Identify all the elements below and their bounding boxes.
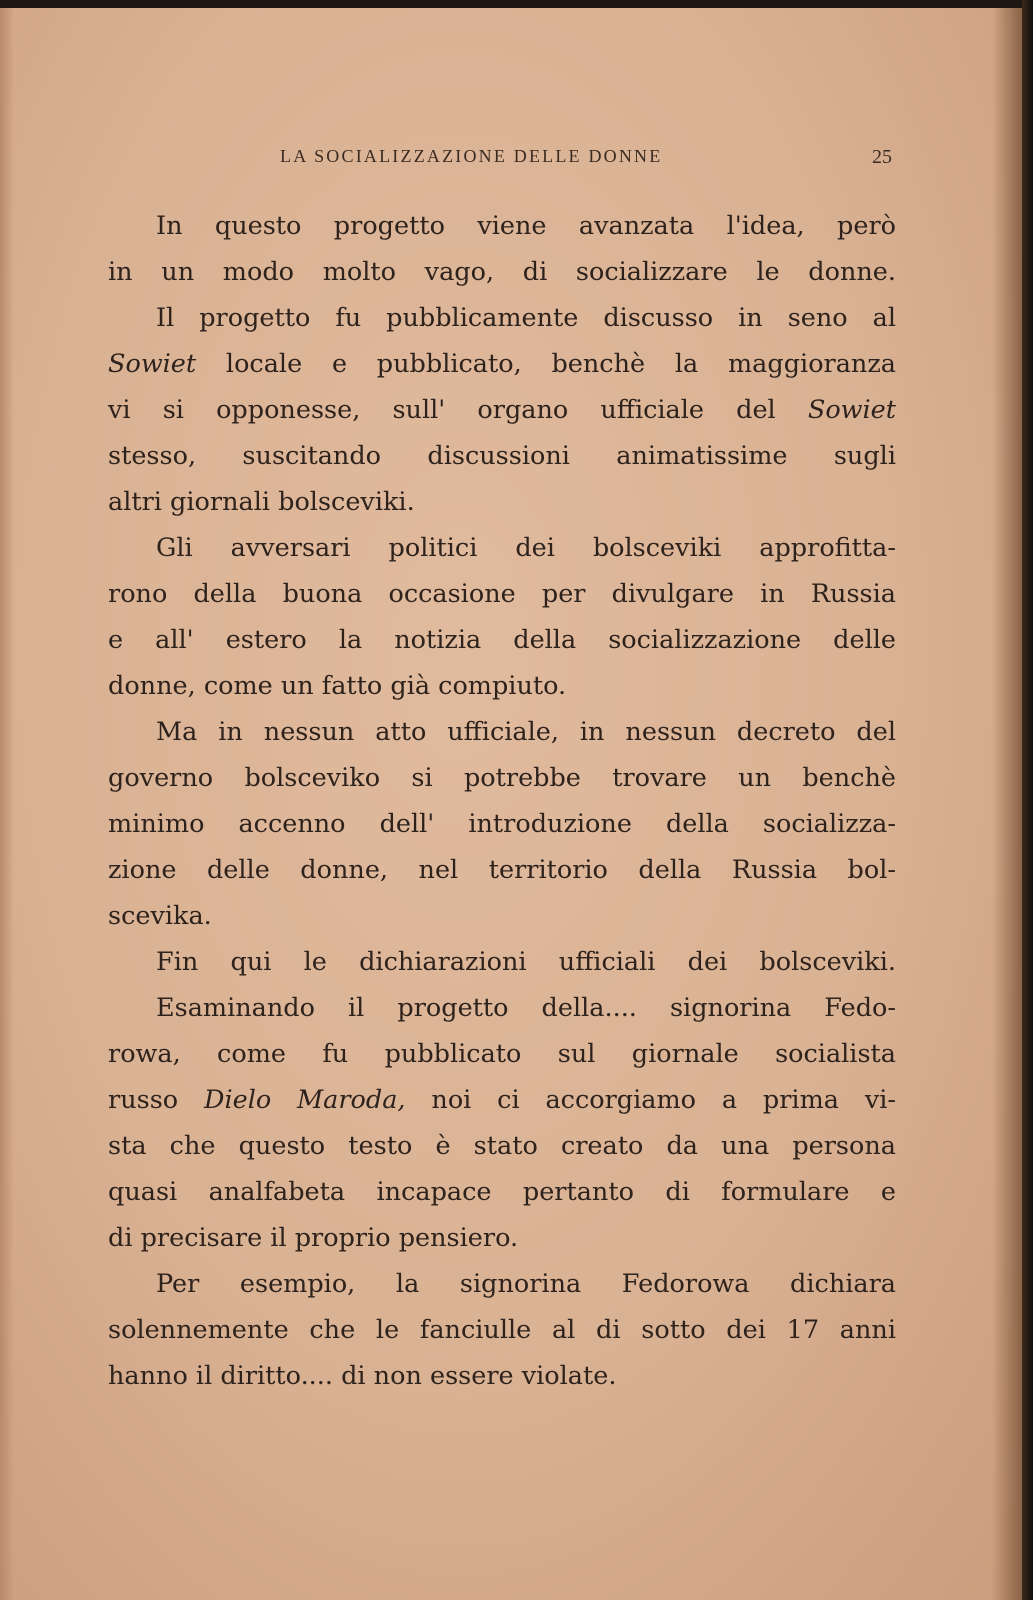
italic-term: Dielo Maroda,	[204, 1085, 406, 1115]
text-line: zione delle donne, nel territorio della Russia bol-	[108, 855, 896, 885]
text-line: minimo accenno dell' introduzione della socializza-	[108, 809, 896, 839]
text-line: altri giornali bolsceviki.	[108, 487, 415, 517]
page-left-shadow	[0, 8, 14, 1600]
book-gutter	[1022, 0, 1033, 1600]
text-line: Il progetto fu pubblicamente discusso in seno al	[156, 303, 896, 333]
text-line: vi si opponesse, sull' organo ufficiale del Sowiet	[108, 395, 896, 425]
text-line: stesso, suscitando discussioni animatissime sugli	[108, 441, 896, 471]
page-number: 25	[872, 146, 892, 168]
text-line: rono della buona occasione per divulgare in Russia	[108, 579, 896, 609]
text-line: Esaminando il progetto della.... signorina Fedo-	[156, 993, 896, 1023]
text-line: sta che questo testo è stato creato da una persona	[108, 1131, 896, 1161]
text-line: Per esempio, la signorina Fedorowa dichiara	[156, 1269, 896, 1299]
text-line: Sowiet locale e pubblicato, benchè la maggioranza	[108, 349, 896, 379]
text-line: Ma in nessun atto ufficiale, in nessun decreto del	[156, 717, 896, 747]
text-line: scevika.	[108, 901, 212, 931]
text-line: rowa, come fu pubblicato sul giornale socialista	[108, 1039, 896, 1069]
text-line: Fin qui le dichiarazioni ufficiali dei bolsceviki.	[156, 947, 896, 977]
book-page	[0, 8, 1022, 1600]
text-line: solennemente che le fanciulle al di sotto dei 17 anni	[108, 1315, 896, 1345]
text-line: russo Dielo Maroda, noi ci accorgiamo a prima vi-	[108, 1085, 896, 1115]
text-line: hanno il diritto.... di non essere violate.	[108, 1361, 617, 1391]
italic-term: Sowiet	[108, 349, 197, 379]
text-line: di precisare il proprio pensiero.	[108, 1223, 519, 1253]
running-title: LA SOCIALIZZAZIONE DELLE DONNE	[280, 146, 663, 166]
text-line: Gli avversari politici dei bolsceviki approfitta-	[156, 533, 896, 563]
text-line: donne, come un fatto già compiuto.	[108, 671, 567, 701]
text-line: governo bolsceviko si potrebbe trovare un benchè	[108, 763, 896, 793]
text-line: in un modo molto vago, di socializzare le donne.	[108, 257, 896, 287]
running-header	[110, 146, 892, 174]
text-line: e all' estero la notizia della socializzazione delle	[108, 625, 896, 655]
body-text	[108, 203, 896, 1399]
italic-term: Sowiet	[807, 395, 896, 425]
page-right-shadow	[992, 8, 1022, 1600]
text-line: quasi analfabeta incapace pertanto di formulare e	[108, 1177, 896, 1207]
text-line: In questo progetto viene avanzata l'idea, però	[156, 211, 896, 241]
